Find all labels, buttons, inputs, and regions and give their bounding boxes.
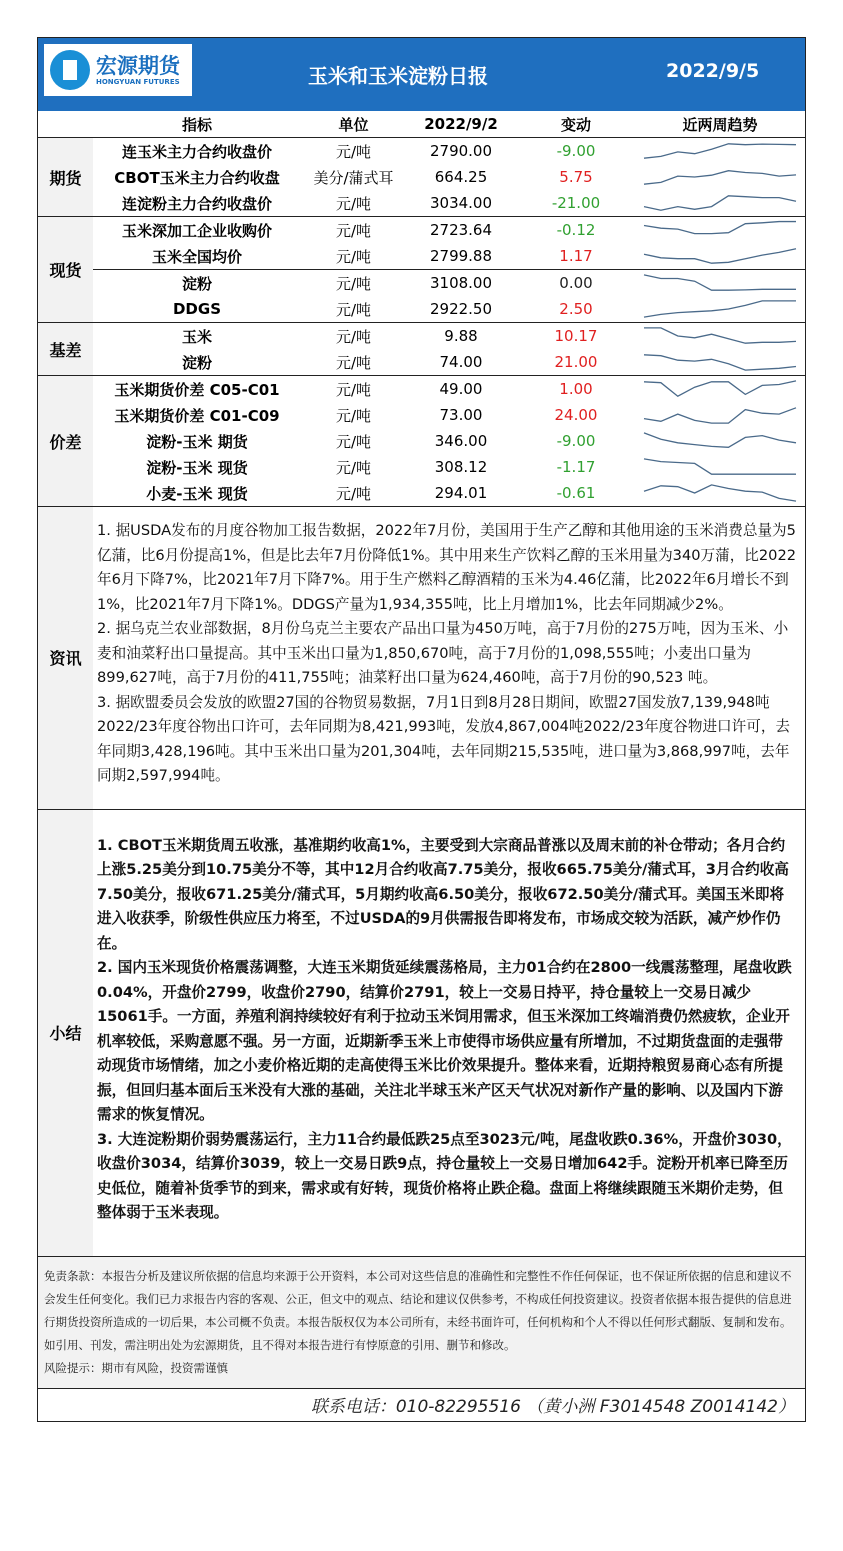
sparkline-line: [644, 355, 796, 370]
trend-sparkline: [636, 376, 804, 402]
indicator-name: 玉米期货价差 C05-C01: [114, 380, 280, 399]
trend-sparkline: [636, 270, 804, 296]
summary-section: [38, 810, 805, 1257]
indicator-name: DDGS: [172, 300, 222, 318]
table-row: [93, 217, 805, 243]
change: -21.00: [551, 194, 601, 212]
value: 49.00: [439, 380, 483, 398]
trend-sparkline: [636, 217, 804, 243]
table-header: [38, 111, 805, 138]
group-label: 现货: [38, 217, 93, 322]
disclaimer-section: [38, 1257, 805, 1389]
table-row: [93, 454, 805, 480]
report-date: 2022/9/5: [666, 60, 760, 82]
unit: 元/吨: [335, 327, 372, 346]
report-frame: [37, 37, 806, 1422]
change: -0.61: [556, 484, 596, 502]
unit: 元/吨: [335, 353, 372, 372]
sparkline-line: [644, 275, 796, 290]
col-value: 2022/9/2: [424, 115, 498, 133]
value: 2799.88: [429, 247, 493, 265]
unit: 元/吨: [335, 194, 372, 213]
indicator-name: 连玉米主力合约收盘价: [121, 142, 272, 161]
table-row: [93, 269, 805, 296]
change: 21.00: [554, 353, 598, 371]
value: 308.12: [434, 458, 488, 476]
summary-paragraph: 1. CBOT玉米期货周五收涨，基准期约收高1%，主要受到大宗商品普涨以及周末前的补仓带动；各月合约上涨5.25美分到10.75美分不等，其中12月合约收高7.75美分，报收665.75美分/蒲式耳，3月合约收高7.50美分，报收671.25美分/蒲式耳，5月期约收高6.50美分，报收672.50美分/蒲式耳。美国玉米即将进入收获季，阶级性供应压力将至，不过USDA的9月供需报告即将发布，市场成交较为活跃，减产炒作仍在。: [97, 836, 789, 952]
trend-sparkline: [636, 454, 804, 480]
trend-sparkline: [636, 349, 804, 375]
change: 1.17: [559, 247, 593, 265]
value: 346.00: [434, 432, 488, 450]
unit: 元/吨: [335, 221, 372, 240]
trend-sparkline: [636, 164, 804, 190]
indicator-name: 淀粉-玉米 现货: [146, 458, 248, 477]
news-paragraph: 2. 据乌克兰农业部数据，8月份乌克兰主要农产品出口量为450万吨，高于7月份的275万吨，因为玉米、小麦和油菜籽出口量提高。其中玉米出口量为1,850,670吨，高于7月份的1,098,555吨；小麦出口量为899,627吨，高于7月份的411,755吨；油菜籽出口量为624,460吨，高于7月份的90,523 吨。: [97, 620, 789, 686]
sparkline-line: [644, 171, 796, 185]
change: 24.00: [554, 406, 598, 424]
change: 10.17: [554, 327, 598, 345]
indicator-name: 玉米: [181, 327, 212, 346]
group-label: 期货: [38, 138, 93, 216]
table-row: [93, 164, 805, 190]
col-indicator: 指标: [181, 115, 212, 134]
company-logo: [44, 44, 192, 96]
group-label: 基差: [38, 323, 93, 375]
news-paragraph: 3. 据欧盟委员会发放的欧盟27国的谷物贸易数据，7月1日到8月28日期间，欧盟27国发放7,139,948吨2022/23年度谷物出口许可，去年同期为8,421,993吨，发放4,867,004吨2022/23年度谷物进口许可，去年同期3,428,196吨。其中玉米出口量为201,304吨，去年同期215,535吨，进口量为3,868,997吨，去年同期2,597,994吨。: [97, 693, 791, 784]
change: 2.50: [559, 300, 593, 318]
col-trend: 近两周趋势: [682, 115, 758, 134]
indicator-name: 小麦-玉米 现货: [146, 484, 248, 503]
report-header: [38, 38, 805, 111]
indicator-name: 玉米全国均价: [151, 247, 242, 266]
table-row: [93, 243, 805, 269]
value: 2790.00: [429, 142, 493, 160]
report-title: 玉米和玉米淀粉日报: [308, 64, 488, 88]
risk-text: 风险提示：期市有风险，投资需谨慎: [44, 1360, 228, 1375]
indicator-name: 淀粉-玉米 期货: [146, 432, 248, 451]
unit: 元/吨: [335, 432, 372, 451]
table-row: [93, 190, 805, 216]
trend-sparkline: [636, 323, 804, 349]
value: 664.25: [434, 168, 488, 186]
trend-sparkline: [636, 190, 804, 216]
unit: 元/吨: [335, 300, 372, 319]
unit: 美分/蒲式耳: [313, 168, 394, 187]
summary-label: 小结: [38, 810, 93, 1256]
value: 2723.64: [429, 221, 493, 239]
value: 74.00: [439, 353, 483, 371]
sparkline-line: [644, 485, 796, 501]
sparkline-line: [644, 328, 796, 343]
indicator-name: 玉米深加工企业收购价: [121, 221, 272, 240]
trend-sparkline: [636, 428, 804, 454]
group-rows: [93, 323, 805, 375]
table-row: [93, 402, 805, 428]
trend-sparkline: [636, 296, 804, 322]
group-label: 价差: [38, 376, 93, 506]
value: 3034.00: [429, 194, 493, 212]
table-group-0: [38, 138, 805, 217]
change: 1.00: [559, 380, 593, 398]
indicator-name: 玉米期货价差 C01-C09: [114, 406, 280, 425]
table-row: [93, 376, 805, 402]
value: 9.88: [444, 327, 478, 345]
news-body: [93, 507, 805, 809]
table-row: [93, 323, 805, 349]
news-label: 资讯: [38, 507, 93, 809]
sparkline-line: [644, 433, 796, 447]
trend-sparkline: [636, 480, 804, 506]
col-unit: 单位: [338, 115, 369, 134]
sparkline-line: [644, 459, 796, 474]
change: 0.00: [559, 274, 593, 292]
trend-sparkline: [636, 138, 804, 164]
indicator-name: 淀粉: [181, 353, 212, 372]
unit: 元/吨: [335, 458, 372, 477]
unit: 元/吨: [335, 274, 372, 293]
col-change: 变动: [560, 115, 591, 134]
summary-paragraph: 3. 大连淀粉期价弱势震荡运行，主力11合约最低跌25点至3023元/吨，尾盘收跌0.36%，开盘价3030，收盘价3034，结算价3039，较上一交易日跌9点，持仓量较上一交易日增加642手。淀粉开机率已降至历史低位，随着补货季节的到来，需求或有好转，现货价格将止跌企稳。盘面上将继续跟随玉米期价走势，但整体弱于玉米表现。: [97, 1130, 792, 1221]
sparkline-line: [644, 144, 796, 158]
table-group-1: [38, 217, 805, 323]
group-rows: [93, 376, 805, 506]
change: -0.12: [556, 221, 596, 239]
trend-sparkline: [636, 402, 804, 428]
change: -9.00: [556, 432, 596, 450]
table-row: [93, 349, 805, 375]
unit: 元/吨: [335, 484, 372, 503]
indicator-name: CBOT玉米主力合约收盘: [114, 168, 280, 187]
contact-info: 联系电话：010-82295516 （黄小洲 F3014548 Z0014142）: [310, 1396, 795, 1417]
value: 73.00: [439, 406, 483, 424]
data-table-body: [38, 138, 805, 507]
sparkline-line: [644, 249, 796, 263]
sparkline-line: [644, 196, 796, 210]
table-group-2: [38, 323, 805, 376]
unit: 元/吨: [335, 247, 372, 266]
value: 294.01: [434, 484, 488, 502]
change: -9.00: [556, 142, 596, 160]
news-section: [38, 507, 805, 810]
value: 2922.50: [429, 300, 493, 318]
indicator-name: 连淀粉主力合约收盘价: [121, 194, 272, 213]
summary-body: [93, 810, 805, 1256]
table-row: [93, 480, 805, 506]
logo-text: 宏源期货: [96, 54, 180, 78]
news-paragraph: 1. 据USDA发布的月度谷物加工报告数据，2022年7月份，美国用于生产乙醇和其他用途的玉米消费总量为5亿蒲，比6月份提高1%，但是比去年7月份降低1%。其中用来生产饮料乙醇的玉米用量为340万蒲，比2022年6月下降7%，比2021年7月下降7%。用于生产燃料乙醇酒精的玉米为4.46亿蒲，比2022年6月增长不到1%，比2021年7月下降1%。DDGS产量为1,934,355吨，比上月增加1%，比去年同期减少2%。: [97, 522, 797, 613]
sparkline-line: [644, 301, 796, 317]
sparkline-line: [644, 222, 796, 234]
group-rows: [93, 217, 805, 322]
table-row: [93, 428, 805, 454]
unit: 元/吨: [335, 142, 372, 161]
table-row: [93, 138, 805, 164]
unit: 元/吨: [335, 406, 372, 425]
unit: 元/吨: [335, 380, 372, 399]
table-group-3: [38, 376, 805, 507]
value: 3108.00: [429, 274, 493, 292]
trend-sparkline: [636, 243, 804, 269]
sparkline-line: [644, 408, 796, 423]
indicator-name: 淀粉: [181, 274, 212, 293]
change: -1.17: [556, 458, 596, 476]
disclaimer-text: 免责条款：本报告分析及建议所依据的信息均来源于公开资料，本公司对这些信息的准确性和完整性不作任何保证，也不保证所依据的信息和建议不会发生任何变化。我们已力求报告内容的客观、公正，但文中的观点、结论和建议仅供参考，不构成任何投资建议。投资者依据本报告提供的信息进行期货投资所造成的一切后果，本公司概不负责。本报告版权仅为本公司所有，未经书面许可，任何机构和个人不得以任何形式翻版、复制和发布。如引用、刊发，需注明出处为宏源期货，且不得对本报告进行有悖原意的引用、删节和修改。: [44, 1268, 792, 1352]
logo-subtext: HONGYUAN FUTURES: [96, 78, 180, 86]
logo-mark-icon: [50, 50, 90, 90]
change: 5.75: [559, 168, 593, 186]
sparkline-line: [644, 381, 796, 396]
summary-paragraph: 2. 国内玉米现货价格震荡调整，大连玉米期货延续震荡格局，主力01合约在2800一线震荡整理，尾盘收跌0.04%，开盘价2799，收盘价2790，结算价2791，较上一交易日持平，持仓量较上一交易日减少15061手。一方面，养殖利润持续较好有利于拉动玉米饲用需求，但玉米深加工终端消费仍然疲软，企业开机率较低，采购意愿不强。另一方面，近期新季玉米上市使得市场供应量有所增加，不过期货盘面的走强带动现货市场情绪，加之小麦价格近期的走高使得玉米比价效果提升。整体来看，近期持粮贸易商心态有所提振，但回归基本面后玉米没有大涨的基础，关注北半球玉米产区天气状况对新作产量的影响、以及国内下游需求的恢复情况。: [97, 959, 792, 1123]
group-rows: [93, 138, 805, 216]
table-row: [93, 296, 805, 322]
